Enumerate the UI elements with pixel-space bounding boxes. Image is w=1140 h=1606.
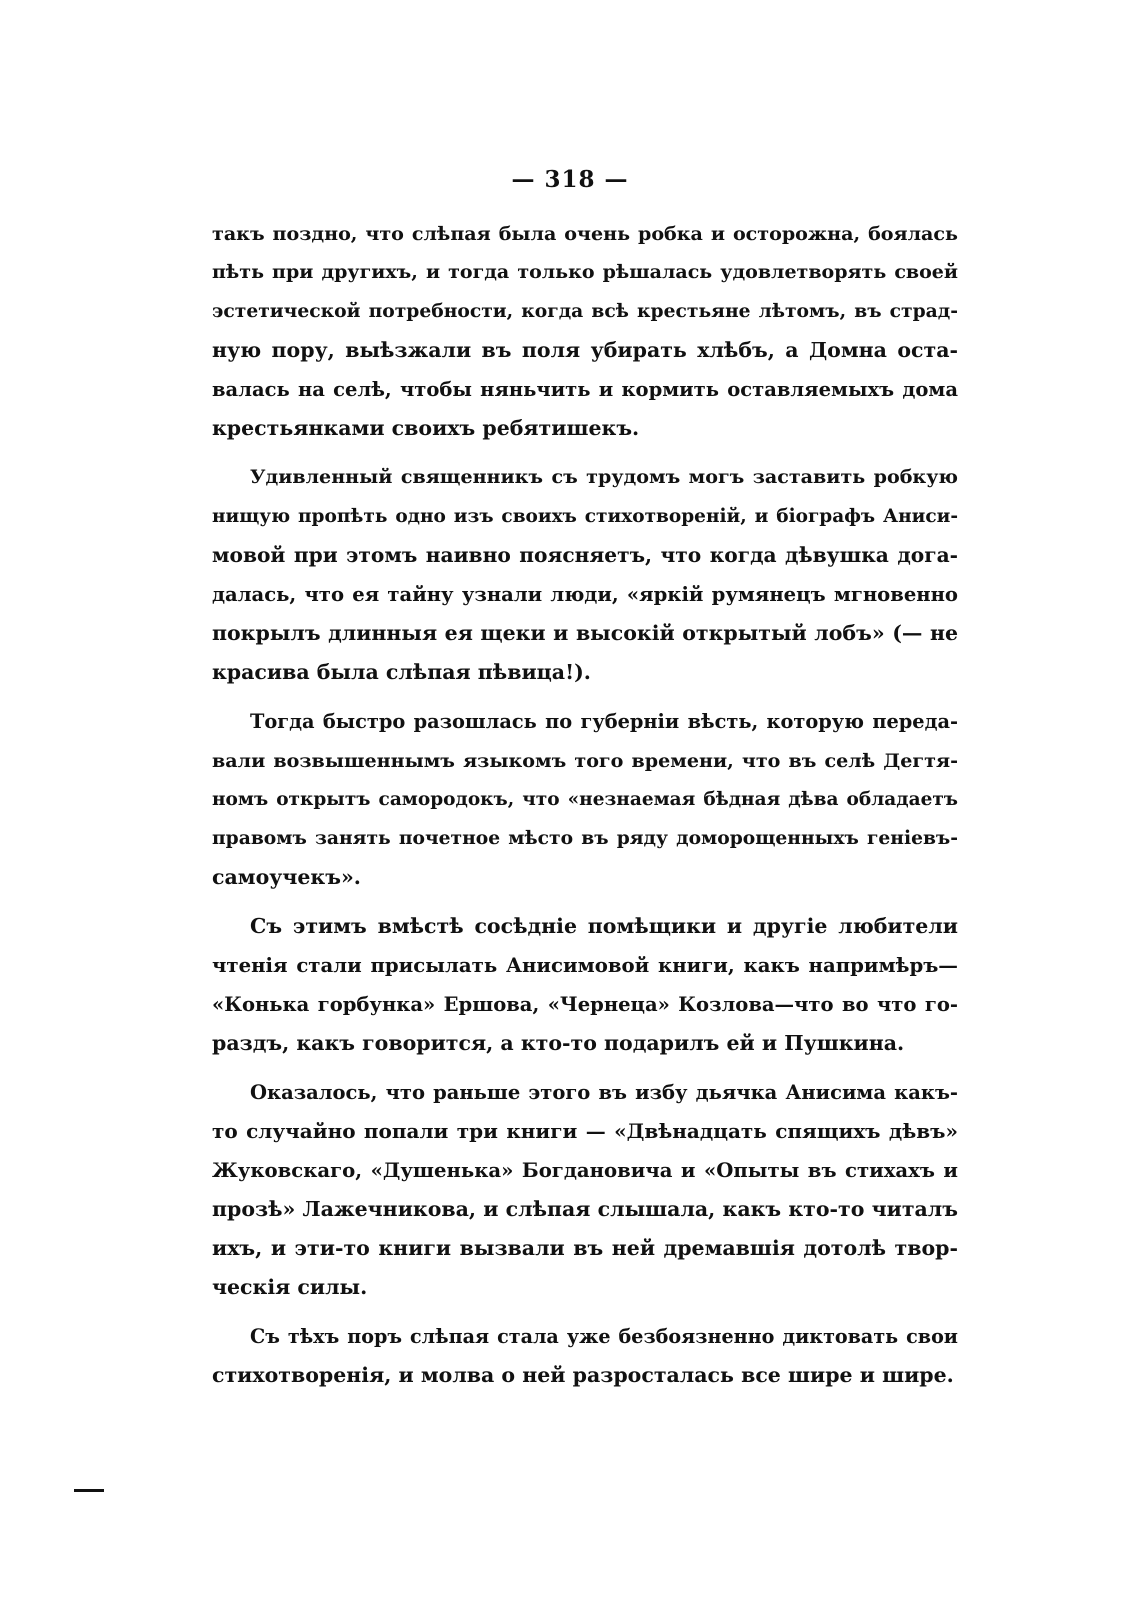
- text-line: вали возвышеннымъ языкомъ того времени, что въ селѣ Дегтя-: [212, 749, 958, 772]
- paragraph-1: [212, 214, 958, 448]
- text-line: ихъ, и эти-то книги вызвали въ ней дремавшія дотолѣ твор-: [212, 1236, 958, 1260]
- text-line: прозѣ» Лажечникова, и слѣпая слышала, какъ кто-то читалъ: [212, 1197, 958, 1221]
- text-line: крестьянками своихъ ребятишекъ.: [212, 416, 640, 440]
- text-line: ческія силы.: [212, 1275, 368, 1299]
- text-line: пѣть при другихъ, и тогда только рѣшалась удовлетворять своей: [212, 261, 958, 283]
- paragraph-6: [212, 1317, 958, 1395]
- text-line: далась, что ея тайну узнали люди, «яркій румянецъ мгновенно: [212, 583, 958, 606]
- text-line: покрылъ длинныя ея щеки и высокій открытый лобъ» (— не: [212, 621, 958, 645]
- text-line: Тогда быстро разошлась по губерніи вѣсть, которую переда-: [250, 710, 958, 733]
- page-number: — 318 —: [511, 166, 629, 193]
- paragraph-5: [212, 1073, 958, 1307]
- text-line: Оказалось, что раньше этого въ избу дьячка Анисима какъ-: [250, 1081, 958, 1104]
- text-line: «Конька горбунка» Ершова, «Чернеца» Козлова—что во что го-: [212, 993, 958, 1016]
- text-line: Жуковскаго, «Душенька» Богдановича и «Опыты въ стихахъ и: [212, 1159, 958, 1182]
- text-line: эстетической потребности, когда всѣ крестьяне лѣтомъ, въ страд-: [212, 300, 958, 322]
- text-line: чтенія стали присылать Анисимовой книги, какъ напримѣръ—: [212, 954, 958, 977]
- text-line: самоучекъ».: [212, 865, 361, 889]
- text-line: номъ открытъ самородокъ, что «незнаемая бѣдная дѣва обладаетъ: [212, 789, 958, 810]
- text-line: то случайно попали три книги — «Двѣнадцать спящихъ дѣвъ»: [212, 1119, 958, 1143]
- text-line: красива была слѣпая пѣвица!).: [212, 660, 591, 684]
- text-line: валась на селѣ, чтобы няньчить и кормить оставляемыхъ дома: [212, 378, 958, 401]
- text-line: Удивленный священникъ съ трудомъ могъ заставить робкую: [250, 466, 958, 488]
- paragraph-3: [212, 702, 958, 897]
- text-line: правомъ занять почетное мѣсто въ ряду доморощенныхъ геніевъ-: [212, 827, 958, 849]
- paragraph-4: [212, 907, 958, 1063]
- text-column: [212, 214, 958, 1395]
- text-line: мовой при этомъ наивно поясняетъ, что когда дѣвушка дога-: [212, 543, 958, 567]
- text-line: ную пору, выѣзжали въ поля убирать хлѣбъ, а Домна оста-: [212, 338, 958, 362]
- text-line: стихотворенія, и молва о ней разросталась все шире и шире.: [212, 1363, 954, 1387]
- text-line: Съ тѣхъ поръ слѣпая стала уже безбоязненно диктовать свои: [250, 1325, 958, 1348]
- paragraph-2: [212, 458, 958, 692]
- text-line: раздъ, какъ говорится, а кто-то подарилъ ей и Пушкина.: [212, 1031, 905, 1055]
- text-line: Съ этимъ вмѣстѣ сосѣдніе помѣщики и другіе любители: [250, 914, 958, 938]
- margin-dash-mark: [74, 1489, 104, 1492]
- text-line: нищую пропѣть одно изъ своихъ стихотвореній, и біографъ Аниси-: [212, 506, 958, 527]
- text-line: такъ поздно, что слѣпая была очень робка и осторожна, боялась: [212, 222, 958, 245]
